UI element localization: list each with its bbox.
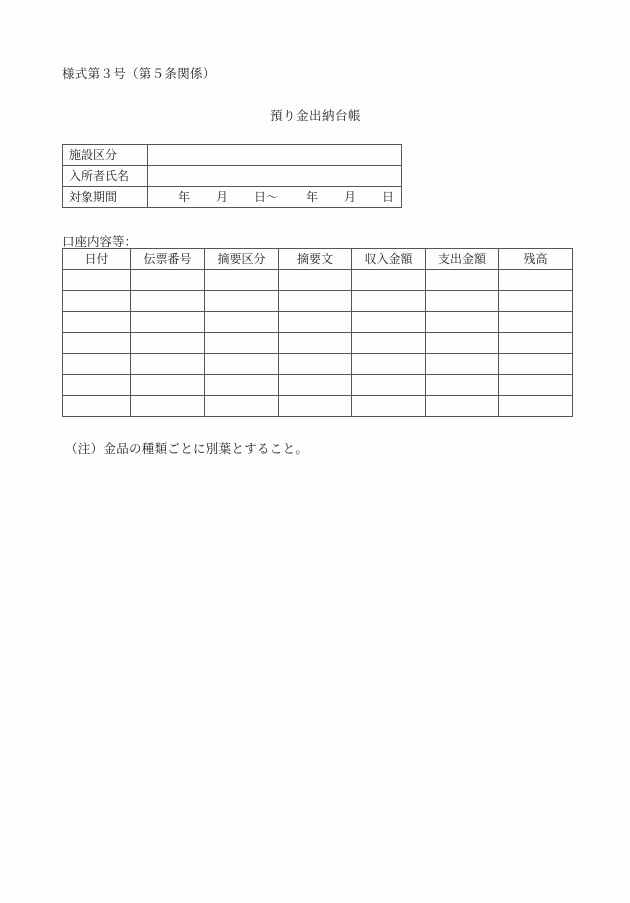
table-row — [63, 291, 573, 312]
form-number: 様式第３号（第５条関係） — [62, 66, 216, 81]
period-start-month: 月 — [216, 190, 229, 204]
cell[interactable] — [352, 291, 426, 312]
resident-name-label: 入所者氏名 — [63, 166, 148, 187]
cell[interactable] — [279, 270, 352, 291]
cell[interactable] — [131, 396, 205, 417]
cell[interactable] — [205, 270, 279, 291]
cell[interactable] — [352, 270, 426, 291]
cell[interactable] — [352, 375, 426, 396]
cell[interactable] — [205, 312, 279, 333]
info-row-facility — [63, 145, 402, 166]
column-balance: 残高 — [499, 249, 573, 270]
cell[interactable] — [205, 333, 279, 354]
cell[interactable] — [499, 396, 573, 417]
cell[interactable] — [131, 354, 205, 375]
info-table — [62, 144, 402, 208]
cell[interactable] — [499, 312, 573, 333]
period-end-month: 月 — [344, 190, 357, 204]
cell[interactable] — [205, 396, 279, 417]
period-field[interactable] — [148, 187, 402, 208]
page-title: 預り金出納台帳 — [270, 108, 362, 123]
cell[interactable] — [426, 270, 499, 291]
cell[interactable] — [279, 333, 352, 354]
table-row — [63, 333, 573, 354]
column-summary-category: 摘要区分 — [205, 249, 279, 270]
column-expense: 支出金額 — [426, 249, 499, 270]
cell[interactable] — [499, 354, 573, 375]
table-row — [63, 312, 573, 333]
footnote: （注）金品の種類ごとに別葉とすること。 — [65, 441, 309, 456]
account-details-label: 口座内容等： — [62, 234, 138, 249]
cell[interactable] — [63, 291, 131, 312]
cell[interactable] — [426, 375, 499, 396]
cell[interactable] — [279, 312, 352, 333]
cell[interactable] — [63, 333, 131, 354]
cell[interactable] — [279, 354, 352, 375]
cell[interactable] — [499, 333, 573, 354]
cell[interactable] — [499, 375, 573, 396]
table-row — [63, 375, 573, 396]
cell[interactable] — [426, 333, 499, 354]
cell[interactable] — [205, 291, 279, 312]
table-row — [63, 354, 573, 375]
cell[interactable] — [279, 375, 352, 396]
period-end-day: 日 — [382, 190, 395, 204]
resident-name-field[interactable] — [148, 166, 402, 187]
ledger-header-row — [63, 249, 573, 270]
cell[interactable] — [426, 354, 499, 375]
cell[interactable] — [426, 291, 499, 312]
cell[interactable] — [131, 291, 205, 312]
column-date: 日付 — [63, 249, 131, 270]
cell[interactable] — [426, 396, 499, 417]
cell[interactable] — [352, 354, 426, 375]
cell[interactable] — [131, 375, 205, 396]
cell[interactable] — [205, 375, 279, 396]
cell[interactable] — [205, 354, 279, 375]
info-row-period — [63, 187, 402, 208]
column-summary-text: 摘要文 — [279, 249, 352, 270]
info-row-resident — [63, 166, 402, 187]
column-voucher-number: 伝票番号 — [131, 249, 205, 270]
period-end-year: 年 — [306, 190, 319, 204]
cell[interactable] — [426, 312, 499, 333]
cell[interactable] — [131, 333, 205, 354]
period-start-day: 日～ — [254, 190, 279, 204]
cell[interactable] — [499, 291, 573, 312]
period-label: 対象期間 — [63, 187, 148, 208]
cell[interactable] — [131, 270, 205, 291]
cell[interactable] — [279, 291, 352, 312]
cell[interactable] — [63, 270, 131, 291]
facility-field[interactable] — [148, 145, 402, 166]
column-income: 収入金額 — [352, 249, 426, 270]
cell[interactable] — [63, 375, 131, 396]
period-start-year: 年 — [178, 190, 191, 204]
cell[interactable] — [63, 396, 131, 417]
cell[interactable] — [499, 270, 573, 291]
facility-label: 施設区分 — [63, 145, 148, 166]
ledger-table — [62, 248, 573, 417]
table-row — [63, 396, 573, 417]
table-row — [63, 270, 573, 291]
cell[interactable] — [63, 312, 131, 333]
cell[interactable] — [352, 312, 426, 333]
cell[interactable] — [131, 312, 205, 333]
cell[interactable] — [352, 333, 426, 354]
cell[interactable] — [63, 354, 131, 375]
cell[interactable] — [279, 396, 352, 417]
cell[interactable] — [352, 396, 426, 417]
